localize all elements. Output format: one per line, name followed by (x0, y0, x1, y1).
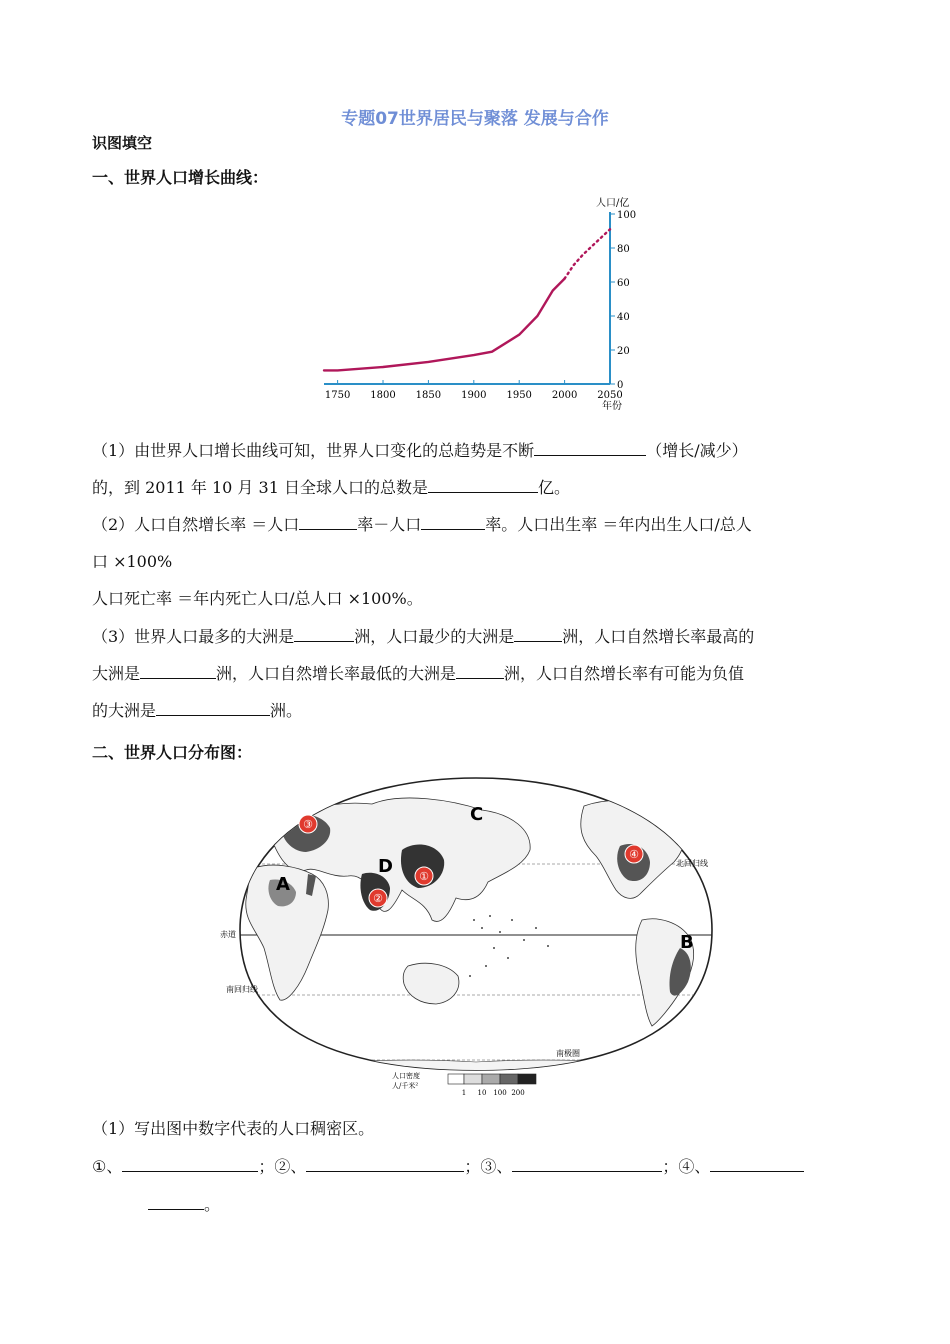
y-tick-label: 20 (617, 346, 630, 357)
svg-text:人/千米²: 人/千米² (392, 1082, 419, 1090)
population-line (324, 279, 565, 371)
x-tick-label: 1850 (415, 390, 442, 401)
map-marker-3 (299, 815, 317, 833)
section2-heading: 二、世界人口分布图： (92, 743, 253, 762)
svg-text:④: ④ (629, 848, 639, 861)
x-axis-label: 年份 (602, 401, 622, 412)
map-legend (392, 1071, 536, 1097)
svg-text:人口密度: 人口密度 (392, 1072, 420, 1080)
map-marker-1 (415, 867, 433, 885)
svg-text:10: 10 (477, 1089, 487, 1097)
map-question-1: （1）写出图中数字代表的人口稠密区。 (92, 1119, 375, 1138)
map-letter-b: B (680, 932, 694, 953)
y-tick-label: 60 (617, 278, 630, 289)
map-answer-continuation: 。 (148, 1186, 348, 1223)
y-tick-label: 100 (617, 210, 637, 221)
blank-most-populous[interactable] (294, 623, 354, 642)
question-2: （2）人口自然增长率 ＝人口 率－人口 率。人口出生率 ＝年内出生人口/总人 口 ×100% 人口死亡率 ＝年内死亡人口/总人口 ×100%。 (92, 506, 862, 617)
page-title: 专题07世界居民与聚落 发展与合作 (341, 109, 609, 129)
y-axis-label: 人口/亿 (596, 198, 630, 209)
question-1: （1）由世界人口增长曲线可知，世界人口变化的总趋势是不断 （增长/减少） 的，到 2011 年 10 月 31 日全球人口的总数是 亿。 (92, 432, 862, 506)
blank-negative-growth[interactable] (156, 697, 270, 716)
blank-region-1[interactable] (122, 1153, 258, 1172)
y-tick-label: 40 (617, 312, 630, 323)
blank-trend[interactable] (534, 437, 646, 456)
x-tick-label: 2000 (551, 390, 578, 401)
map-letter-a: A (276, 874, 290, 895)
blank-population-total[interactable] (428, 474, 538, 493)
x-tick-label: 1750 (324, 390, 351, 401)
map-letter-d: D (378, 856, 393, 877)
blank-highest-growth[interactable] (140, 660, 216, 679)
world-population-map (212, 770, 740, 1100)
blank-least-populous[interactable] (514, 623, 562, 642)
x-tick-label: 1800 (370, 390, 396, 401)
map-marker-4 (625, 845, 643, 863)
x-tick-label: 1900 (461, 390, 487, 401)
blank-region-2[interactable] (306, 1153, 464, 1172)
map-answer-line: ①、 ；②、 ；③、 ；④、 (92, 1148, 872, 1185)
population-growth-chart (300, 192, 660, 414)
map-letter-c: C (470, 804, 484, 825)
label-tropic-south: 南回归线 (226, 985, 258, 994)
x-tick-label: 2050 (597, 390, 623, 401)
svg-text:①: ① (419, 870, 429, 883)
x-tick-label: 1950 (506, 390, 532, 401)
y-tick-label: 0 (617, 380, 624, 391)
map-marker-2 (369, 889, 387, 907)
question-3: （3）世界人口最多的大洲是 洲，人口最少的大洲是 洲，人口自然增长率最高的 大洲是 洲，人口自然增长率最低的大洲是 洲，人口自然增长率有可能为负值 的大洲是 洲。 (92, 618, 862, 729)
section1-heading: 一、世界人口增长曲线： (92, 168, 269, 187)
projected-population-line (565, 229, 610, 278)
svg-text:1: 1 (461, 1089, 467, 1097)
blank-death[interactable] (421, 511, 485, 530)
subheading: 识图填空 (92, 134, 153, 152)
svg-text:②: ② (373, 892, 383, 905)
blank-region-3[interactable] (512, 1153, 662, 1172)
svg-text:100: 100 (493, 1089, 507, 1097)
blank-birth[interactable] (299, 511, 357, 530)
blank-region-4-continued[interactable] (148, 1191, 204, 1210)
y-tick-label: 80 (617, 244, 630, 255)
blank-lowest-growth[interactable] (456, 660, 504, 679)
svg-text:③: ③ (303, 818, 313, 831)
blank-region-4[interactable] (710, 1153, 804, 1172)
svg-text:200: 200 (511, 1089, 525, 1097)
label-tropic-north: 北回归线 (676, 859, 708, 868)
label-equator: 赤道 (220, 930, 236, 939)
label-antarctic: 南极圈 (556, 1049, 580, 1058)
